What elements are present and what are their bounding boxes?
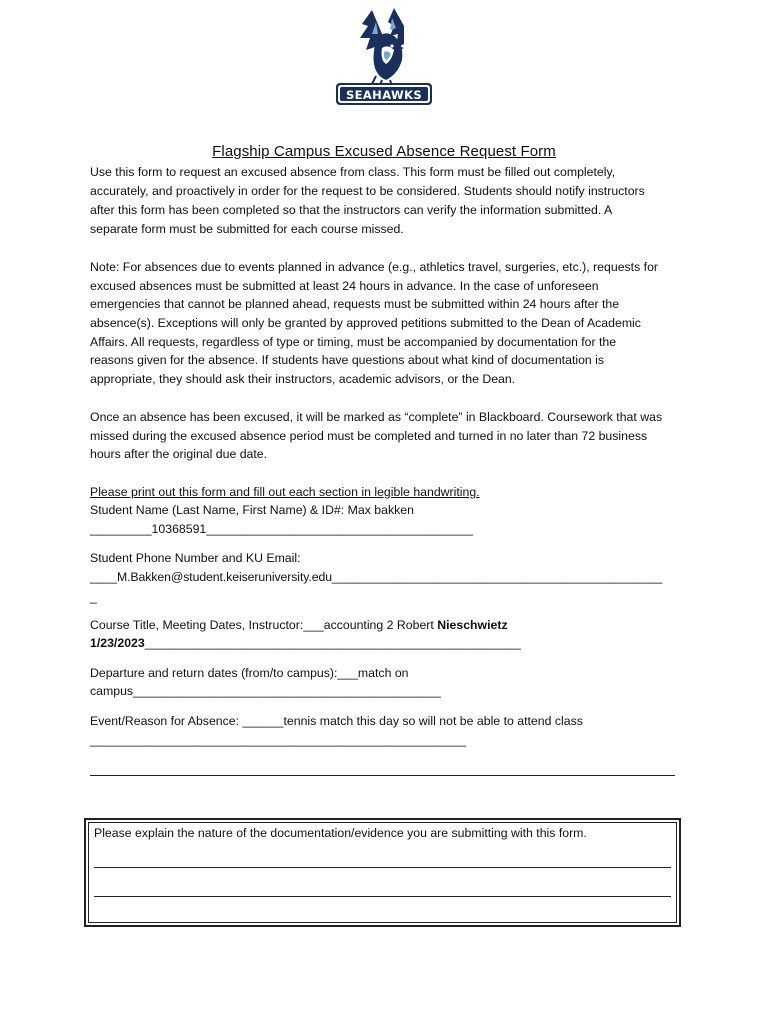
course-date-field (90, 634, 690, 653)
note-line: emergencies that cannot be planned ahead, requests must be submitted within 24 hours after the (90, 297, 620, 311)
event-reason-line2: _______________________________________________________ (90, 733, 467, 747)
documentation-prompt: Please explain the nature of the documentation/evidence you are submitting with this form. (94, 826, 587, 840)
complete-line: missed during the excused absence period must be completed and turned in no later than 72 business (90, 429, 648, 443)
phone-email-label: Student Phone Number and KU Email: (90, 551, 301, 565)
intro-line: Use this form to request an excused absence from class. This form must be filled out completely, (90, 165, 616, 179)
documentation-box-inner (88, 822, 677, 923)
course-date: 1/23/2023 (90, 636, 145, 650)
student-name-field: Student Name (Last Name, First Name) & ID#: Max bakken (90, 503, 414, 517)
complete-line: hours after the original due date. (90, 447, 268, 461)
documentation-line (94, 896, 671, 897)
documentation-line (94, 867, 671, 868)
complete-line: Once an absence has been excused, it will be marked as “complete” in Blackboard. Coursework that was (90, 410, 663, 424)
event-reason-blank-line (90, 775, 675, 776)
note-line: excused absences must be submitted at least 24 hours in advance. In the case of unforeseen (90, 279, 599, 293)
seahawk-mascot-icon (360, 8, 404, 86)
logo-wordmark: SEAHAWKS (345, 88, 423, 102)
seahawk-logo (332, 4, 436, 108)
departure-field: Departure and return dates (from/to campus):___match on (90, 666, 409, 680)
course-field (90, 616, 690, 635)
note-line: appropriate, they should ask their instructors, academic advisors, or the Dean. (90, 372, 516, 386)
page-title: Flagship Campus Excused Absence Request Form (212, 143, 556, 160)
departure-field-line2: campus_____________________________________________ (90, 684, 441, 698)
email-field-overflow: _ (90, 590, 97, 604)
email-field: ____M.Bakken@student.keiseruniversity.edu_________________________________________________ (90, 570, 663, 584)
intro-line: separate form must be submitted for each course missed. (90, 222, 404, 236)
student-id-field: _________10368591_______________________________________ (90, 522, 473, 536)
documentation-box (84, 818, 681, 927)
note-line: absence(s). Exceptions will only be granted by approved petitions submitted to the Dean of Academic (90, 316, 641, 330)
intro-line: after this form has been completed so that the instructors can verify the information submitted. A (90, 203, 613, 217)
instructor-surname: Nieschwietz (437, 618, 508, 632)
note-line: reasons given for the absence. If students have questions about what kind of documentation is (90, 353, 605, 367)
course-date-line: _______________________________________________________ (144, 636, 521, 650)
note-line: Affairs. All requests, regardless of type or timing, must be accompanied by documentation for the (90, 335, 617, 349)
intro-line: accurately, and proactively in order for the request to be considered. Students should notify instructors (90, 184, 645, 198)
note-line: Note: For absences due to events planned in advance (e.g., athletics travel, surgeries, etc.), requests for (90, 260, 659, 274)
course-label: Course Title, Meeting Dates, Instructor:___accounting 2 Robert (90, 618, 438, 632)
event-reason-field: Event/Reason for Absence: ______tennis match this day so will not be able to attend class (90, 714, 583, 728)
print-instruction: Please print out this form and fill out each section in legible handwriting. (90, 485, 480, 499)
